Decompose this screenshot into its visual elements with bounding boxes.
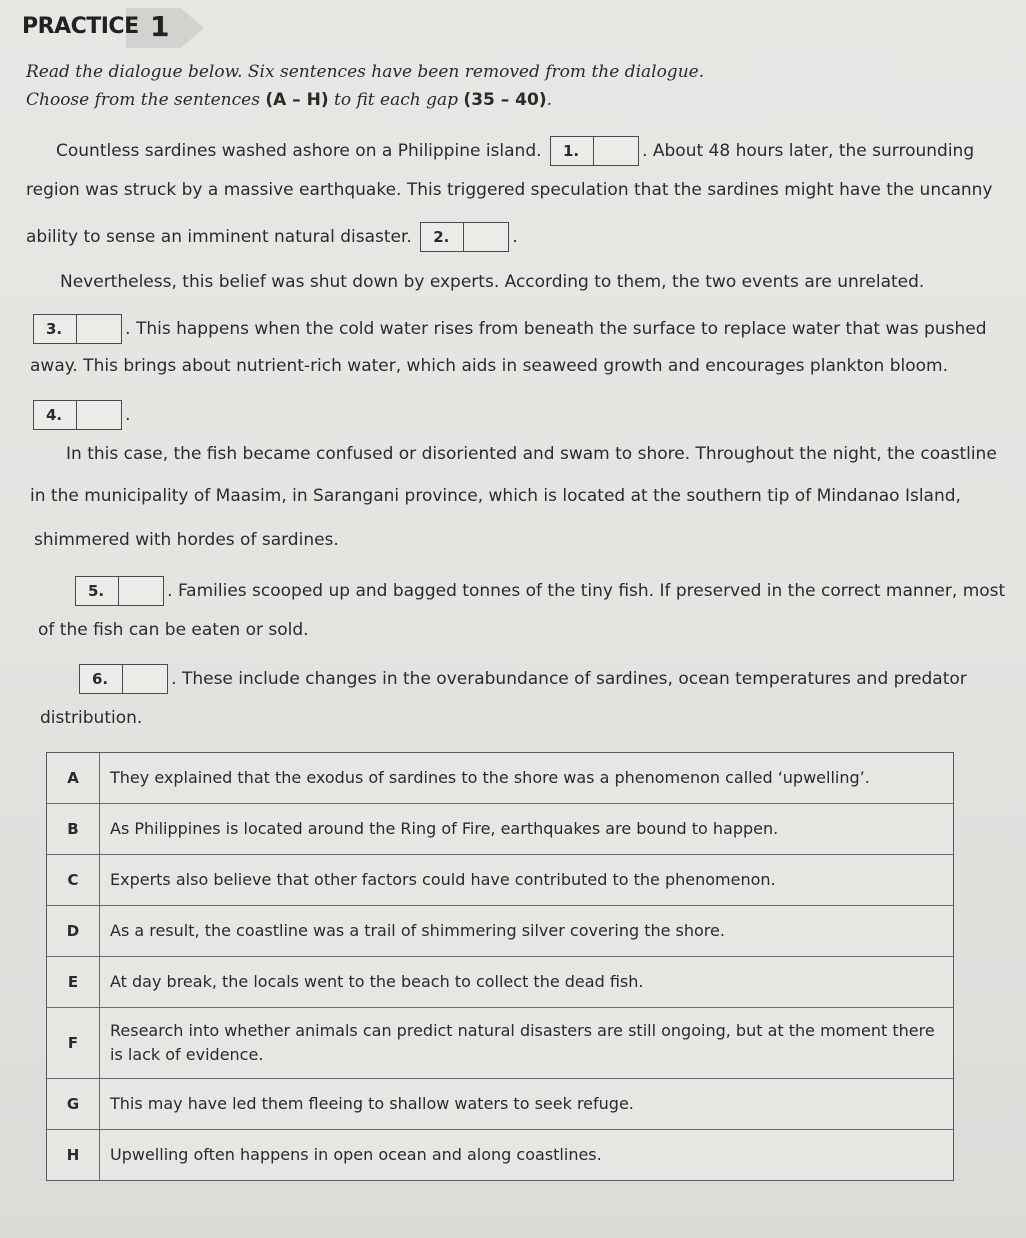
gap-number: 3.	[34, 315, 77, 343]
gap-blank[interactable]	[77, 401, 121, 429]
passage-line	[56, 136, 974, 166]
option-row-h[interactable]	[47, 1130, 953, 1180]
passage-text: .	[125, 405, 131, 425]
option-text: Upwelling often happens in open ocean and along coastlines.	[110, 1145, 602, 1164]
passage-text: .	[512, 227, 518, 247]
passage-line	[72, 576, 1005, 606]
header-word: PRACTICE	[22, 14, 139, 39]
gap-blank[interactable]	[77, 315, 121, 343]
passage-text: . Families scooped up and bagged tonnes of the tiny fish. If preserved in the correct manner, most	[167, 581, 1006, 601]
options-table	[46, 752, 954, 1181]
passage-line	[76, 664, 967, 694]
option-letter: F	[47, 1008, 100, 1078]
passage-text: . This happens when the cold water rises from beneath the surface to replace water that was pushed	[125, 319, 987, 339]
option-text: Experts also believe that other factors could have contributed to the phenomenon.	[110, 870, 776, 889]
passage-line: Nevertheless, this belief was shut down by experts. According to them, the two events are unrelated.	[60, 272, 925, 292]
instruction-text: to fit each gap	[328, 90, 464, 110]
gap-blank[interactable]	[123, 665, 167, 693]
gap-number: 5.	[76, 577, 119, 605]
passage-text: . About 48 hours later, the surrounding	[642, 141, 975, 161]
passage-line: of the fish can be eaten or sold.	[38, 620, 309, 640]
option-text: As Philippines is located around the Ring of Fire, earthquakes are bound to happen.	[110, 819, 779, 838]
option-row-c[interactable]	[47, 855, 953, 906]
gap-box-3[interactable]	[33, 314, 122, 344]
option-text: At day break, the locals went to the beach to collect the dead fish.	[110, 972, 644, 991]
option-text: They explained that the exodus of sardines to the shore was a phenomenon called ‘upwelling’.	[110, 768, 870, 787]
passage-text: Countless sardines washed ashore on a Philippine island.	[56, 141, 542, 161]
option-row-a[interactable]	[47, 753, 953, 804]
gap-number: 1.	[551, 137, 594, 165]
passage-line	[30, 314, 987, 344]
option-row-d[interactable]	[47, 906, 953, 957]
passage-line: shimmered with hordes of sardines.	[34, 530, 339, 550]
gap-number: 2.	[421, 223, 464, 251]
option-row-f[interactable]	[47, 1008, 953, 1079]
option-letter: A	[47, 753, 100, 803]
option-row-b[interactable]	[47, 804, 953, 855]
passage-text: . These include changes in the overabundance of sardines, ocean temperatures and predator	[171, 669, 967, 689]
passage-line: in the municipality of Maasim, in Sarangani province, which is located at the southern tip of Mindanao Island,	[30, 486, 961, 506]
passage-line: away. This brings about nutrient-rich water, which aids in seaweed growth and encourages plankton bloom.	[30, 356, 949, 376]
instruction-line-2	[26, 90, 552, 110]
gap-number: 4.	[34, 401, 77, 429]
option-letter: D	[47, 906, 100, 956]
instruction-range: (A – H)	[265, 90, 329, 110]
option-text: Research into whether animals can predict natural disasters are still ongoing, but at the moment there is lack of evidence.	[110, 1021, 935, 1064]
gap-number: 6.	[80, 665, 123, 693]
instruction-line-1: Read the dialogue below. Six sentences have been removed from the dialogue.	[26, 62, 705, 82]
option-letter: H	[47, 1130, 100, 1180]
gap-blank[interactable]	[464, 223, 508, 251]
option-row-g[interactable]	[47, 1079, 953, 1130]
passage-line: region was struck by a massive earthquake. This triggered speculation that the sardines might have the uncanny	[26, 180, 993, 200]
instruction-text: .	[546, 90, 553, 110]
gap-blank[interactable]	[594, 137, 638, 165]
gap-box-2[interactable]	[420, 222, 509, 252]
option-letter: C	[47, 855, 100, 905]
header-number: 1	[150, 10, 170, 43]
option-letter: G	[47, 1079, 100, 1129]
passage-line	[30, 400, 131, 430]
gap-blank[interactable]	[119, 577, 163, 605]
option-letter: B	[47, 804, 100, 854]
gap-box-1[interactable]	[550, 136, 639, 166]
passage-line	[26, 222, 518, 252]
option-letter: E	[47, 957, 100, 1007]
instruction-text: Choose from the sentences	[26, 90, 266, 110]
option-text: This may have led them fleeing to shallow waters to seek refuge.	[110, 1094, 634, 1113]
passage-line: In this case, the fish became confused or disoriented and swam to shore. Throughout the night, the coastline	[66, 444, 997, 464]
instruction-gap-range: (35 – 40)	[463, 90, 547, 110]
passage-line: distribution.	[40, 708, 143, 728]
option-text: As a result, the coastline was a trail of shimmering silver covering the shore.	[110, 921, 725, 940]
gap-box-4[interactable]	[33, 400, 122, 430]
passage-text: ability to sense an imminent natural disaster.	[26, 227, 412, 247]
gap-box-5[interactable]	[75, 576, 164, 606]
gap-box-6[interactable]	[79, 664, 168, 694]
option-row-e[interactable]	[47, 957, 953, 1008]
